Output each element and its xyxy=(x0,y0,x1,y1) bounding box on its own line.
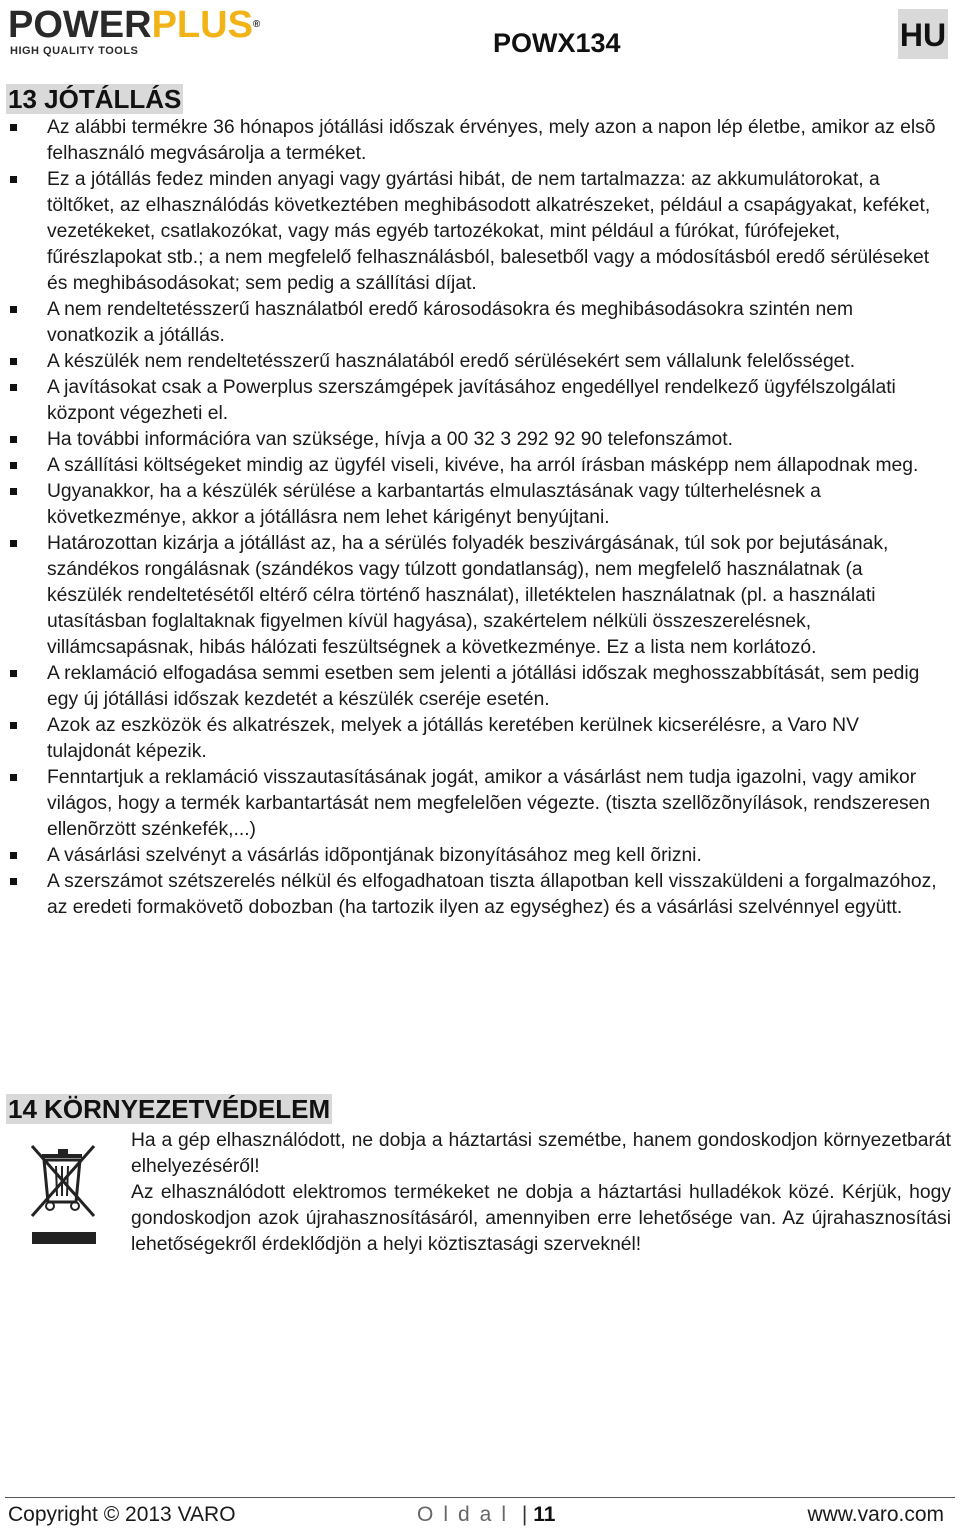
bullet-text: Határozottan kizárja a jótállást az, ha a sérülés folyadék beszivárgásának, túl sok por bejutásának, szándékos rongálásnak (szándékos vagy túlzott gondatlanság), nem megfelelő használatnak (a készülék rendeltetésétől eltérő célra történő használat), illetéktelen használatnak (pl. a használati utasításban foglaltaknak figyelmen kívül hagyása), szakértelem nélküli összeszerelésnek, villámcsapásnak, hibás hálózati feszültségnek a következménye. Ez a lista nem korlátozó. xyxy=(47,533,889,658)
bullet-text: A szerszámot szétszerelés nélkül és elfogadhatoan tiszta állapotban kell visszaküldeni a forgalmazóhoz, az eredeti formakövetõ dobozban (ha tartozik ilyen az egységhez) és a vásárlási szelvénnyel együtt. xyxy=(47,871,937,918)
bullet-text: A készülék nem rendeltetésszerű használatából eredő sérülésekért sem vállalunk felelősséget. xyxy=(47,351,856,372)
warranty-bullet-item xyxy=(0,843,960,869)
logo-tagline: HIGH QUALITY TOOLS xyxy=(10,45,139,57)
bullet-square-icon xyxy=(10,436,17,443)
bullet-text: Ez a jótállás fedez minden anyagi vagy gyártási hibát, de nem tartalmazza: az akkumulátorokat, a töltőket, az elhasználódás következtében meghibásodott alkatrészeket, például a csapágyakat, keféket, vezetékeket, csatlakozókat, vagy más egyéb tartozékokat, mint például a fúrókat, fúrófejeket, fűrészlapokat stb.; a nem megfelelő felhasználásból, balesetből vagy a módosításból eredő sérüléseket és meghibásodásokat; sem pedig a szállítási díjat. xyxy=(47,169,931,294)
warranty-bullet-item xyxy=(0,297,960,349)
page-header xyxy=(0,0,960,70)
bullet-square-icon xyxy=(10,306,17,313)
warranty-bullet-item xyxy=(0,765,960,843)
page-number: 11 xyxy=(533,1503,556,1526)
bullet-text: A nem rendeltetésszerű használatból eredő károsodásokra és meghibásodásokra szintén nem vonatkozik a jótállás. xyxy=(47,299,853,346)
environment-paragraph-2: Az elhasználódott elektromos termékeket ne dobja a háztartási hulladékok közé. Kérjük, hogy gondoskodjon azok újrahasznosításáról, amennyiben erre lehetősége van. Az újrahasznosítási lehetőségekről érdeklődjön a helyi köztisztasági szerveknél! xyxy=(131,1182,951,1255)
section-14-heading: 14 KÖRNYEZETVÉDELEM xyxy=(8,1094,331,1124)
bullet-text: Ha további információra van szüksége, hívja a 00 32 3 292 92 90 telefonszámot. xyxy=(47,429,733,450)
bullet-square-icon xyxy=(10,540,17,547)
bullet-square-icon xyxy=(10,358,17,365)
bullet-square-icon xyxy=(10,774,17,781)
warranty-bullet-item xyxy=(0,427,960,453)
bullet-square-icon xyxy=(10,384,17,391)
warranty-bullet-item xyxy=(0,869,960,921)
bullet-square-icon xyxy=(10,670,17,677)
bullet-text: A javításokat csak a Powerplus szerszámgépek javításához engedéllyel rendelkező ügyfélszolgálati központ végezheti el. xyxy=(47,377,896,424)
bullet-square-icon xyxy=(10,462,17,469)
logo-wordmark: POWERPLUS® xyxy=(8,4,261,46)
environment-paragraph-1: Ha a gép elhasználódott, ne dobja a háztartási szemétbe, hanem gondoskodjon környezetbarát elhelyezéséről! xyxy=(131,1130,951,1177)
warranty-bullet-item xyxy=(0,115,960,167)
crossed-out-wheelie-bin-icon xyxy=(28,1140,100,1248)
bullet-text: Ugyanakkor, ha a készülék sérülése a karbantartás elmulasztásának vagy túlterhelésnek a következménye, akkor a jótállásra nem lehet kárigényt benyújtani. xyxy=(47,481,821,528)
warranty-bullet-list xyxy=(0,115,960,921)
bullet-square-icon xyxy=(10,722,17,729)
warranty-bullet-item xyxy=(0,167,960,297)
warranty-bullet-item xyxy=(0,375,960,427)
bullet-square-icon xyxy=(10,176,17,183)
section-13-heading: 13 JÓTÁLLÁS xyxy=(8,84,182,114)
warranty-bullet-item xyxy=(0,349,960,375)
page-indicator xyxy=(417,1501,555,1529)
page-word: Oldal xyxy=(417,1503,517,1526)
bullet-text: A vásárlási szelvényt a vásárlás idõpontjának bizonyításához meg kell õrizni. xyxy=(47,845,702,866)
warranty-bullet-item xyxy=(0,479,960,531)
warranty-bullet-item xyxy=(0,661,960,713)
bullet-text: Az alábbi termékre 36 hónapos jótállási időszak érvényes, mely azon a napon lép életbe, amikor az elsõ felhasználó megvásárolja a terméket. xyxy=(47,117,936,164)
bullet-text: Azok az eszközök és alkatrészek, melyek a jótállás keretében kerülnek kicserélésre, a Varo NV tulajdonát képezik. xyxy=(47,715,859,762)
bullet-text: A szállítási költségeket mindig az ügyfél viseli, kivéve, ha arról írásban másképp nem állapodnak meg. xyxy=(47,455,919,476)
environment-text xyxy=(131,1128,951,1258)
warranty-bullet-item xyxy=(0,453,960,479)
model-number: POWX134 xyxy=(493,28,621,58)
website-link[interactable]: www.varo.com xyxy=(807,1503,944,1526)
bullet-text: A reklamáció elfogadása semmi esetben sem jelenti a jótállási időszak meghosszabbítását, sem pedig egy új jótállási időszak kezdetét a készülék cseréje esetén. xyxy=(47,663,920,710)
warranty-bullet-item xyxy=(0,713,960,765)
bullet-square-icon xyxy=(10,124,17,131)
footer-divider xyxy=(5,1497,955,1498)
language-badge: HU xyxy=(898,9,948,59)
page-separator: | xyxy=(521,1503,528,1526)
bullet-square-icon xyxy=(10,878,17,885)
warranty-bullet-item xyxy=(0,531,960,661)
bullet-square-icon xyxy=(10,488,17,495)
copyright-text: Copyright © 2013 VARO xyxy=(8,1503,236,1526)
bullet-text: Fenntartjuk a reklamáció visszautasításának jogát, amikor a vásárlást nem tudja igazolni, vagy amikor világos, hogy a termék karbantartását nem megfelelõen végezte. (tiszta szellõzõnyílások, rendszeresen ellenõrzött szénkefék,...) xyxy=(47,767,931,840)
powerplus-logo xyxy=(8,6,298,58)
bullet-square-icon xyxy=(10,852,17,859)
